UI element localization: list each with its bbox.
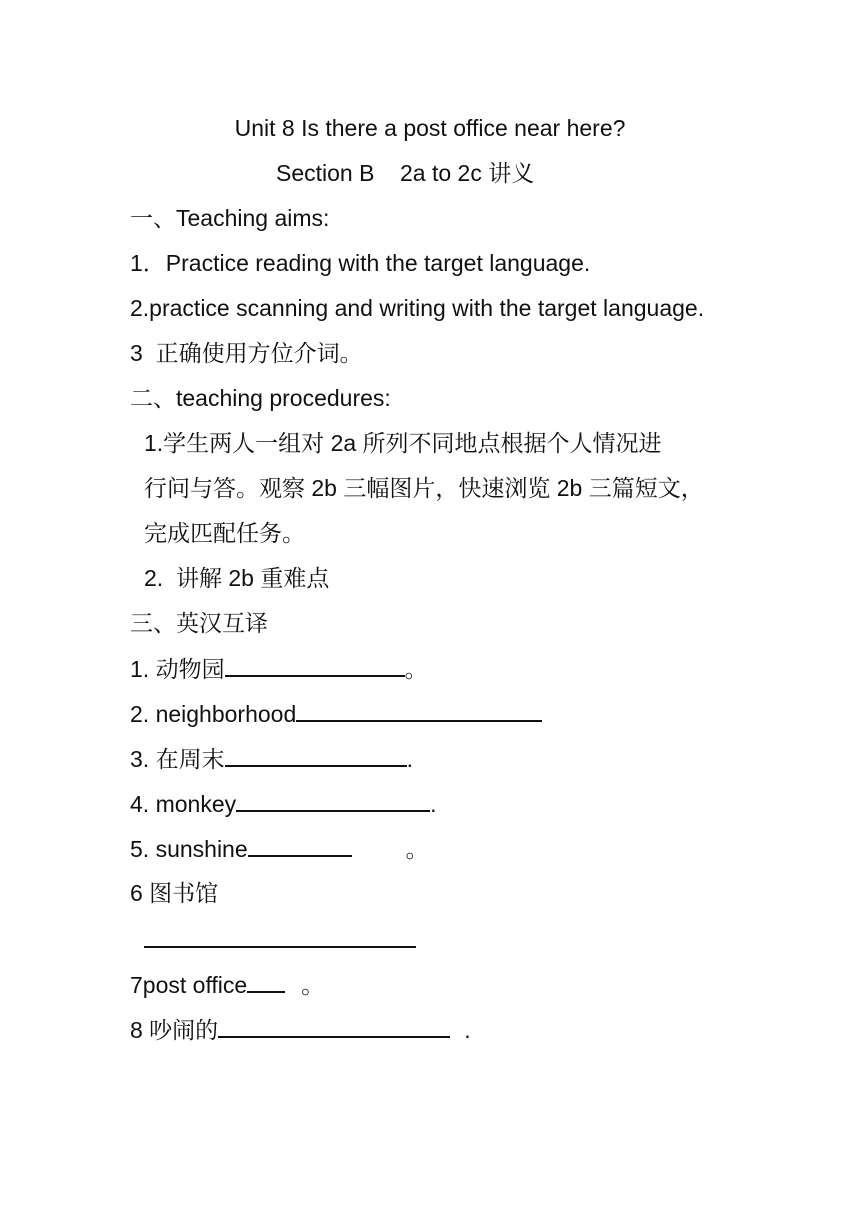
exercise-2-blank[interactable] (296, 698, 542, 722)
aims-heading: 一、Teaching aims: (130, 205, 330, 231)
exercise-8 (130, 1014, 471, 1045)
exercise-7-label: 7post office (130, 972, 248, 998)
page-title: Unit 8 Is there a post office near here? (234, 115, 626, 141)
exercise-4-end: . (430, 791, 437, 817)
exercise-8-end: . (464, 1017, 471, 1043)
exercise-4-blank[interactable] (236, 788, 430, 812)
exercise-6-label: 6 图书馆 (130, 880, 219, 906)
exercise-3-label: 3. 在周末 (130, 746, 225, 772)
exercise-5-label: 5. sunshine (130, 836, 248, 862)
exercise-1-label: 1. 动物园 (130, 656, 225, 682)
exercise-7-blank[interactable] (247, 969, 285, 993)
exercise-7 (130, 969, 324, 1000)
procedure-1-line-1: 1.学生两人一组对 2a 所列不同地点根据个人情况进 (144, 430, 662, 456)
procedure-2: 2. 讲解 2b 重难点 (144, 565, 330, 591)
procedure-1-line-3: 完成匹配任务。 (144, 520, 305, 546)
procedures-heading: 二、teaching procedures: (130, 385, 391, 411)
exercise-3-blank[interactable] (225, 743, 407, 767)
exercise-5 (130, 833, 429, 864)
procedure-1-line-2: 行问与答。观察 2b 三幅图片，快速浏览 2b 三篇短文， (144, 475, 704, 501)
exercise-5-end: 。 (405, 836, 429, 862)
page-subtitle: Section B 2a to 2c 讲义 (276, 160, 535, 186)
exercise-1-blank[interactable] (225, 653, 405, 677)
aim-3: 3 正确使用方位介词。 (130, 340, 363, 366)
exercise-1-end: 。 (404, 656, 428, 682)
exercise-3-end: . (406, 746, 413, 772)
exercise-8-label: 8 吵闹的 (130, 1017, 219, 1043)
exercise-4-label: 4. monkey (130, 791, 237, 817)
aim-1: 1．Practice reading with the target language. (130, 250, 591, 276)
exercise-2 (130, 698, 542, 729)
exercise-6-blank[interactable] (144, 946, 416, 948)
aim-2: 2.practice scanning and writing with the target language. (130, 295, 705, 321)
exercise-1 (130, 653, 428, 684)
exercise-4 (130, 788, 437, 819)
translate-heading: 三、英汉互译 (130, 610, 268, 636)
exercise-5-blank[interactable] (248, 833, 352, 857)
exercise-7-end: 。 (301, 972, 325, 998)
exercise-8-blank[interactable] (218, 1014, 450, 1038)
exercise-3 (130, 743, 413, 774)
exercise-2-label: 2. neighborhood (130, 701, 297, 727)
